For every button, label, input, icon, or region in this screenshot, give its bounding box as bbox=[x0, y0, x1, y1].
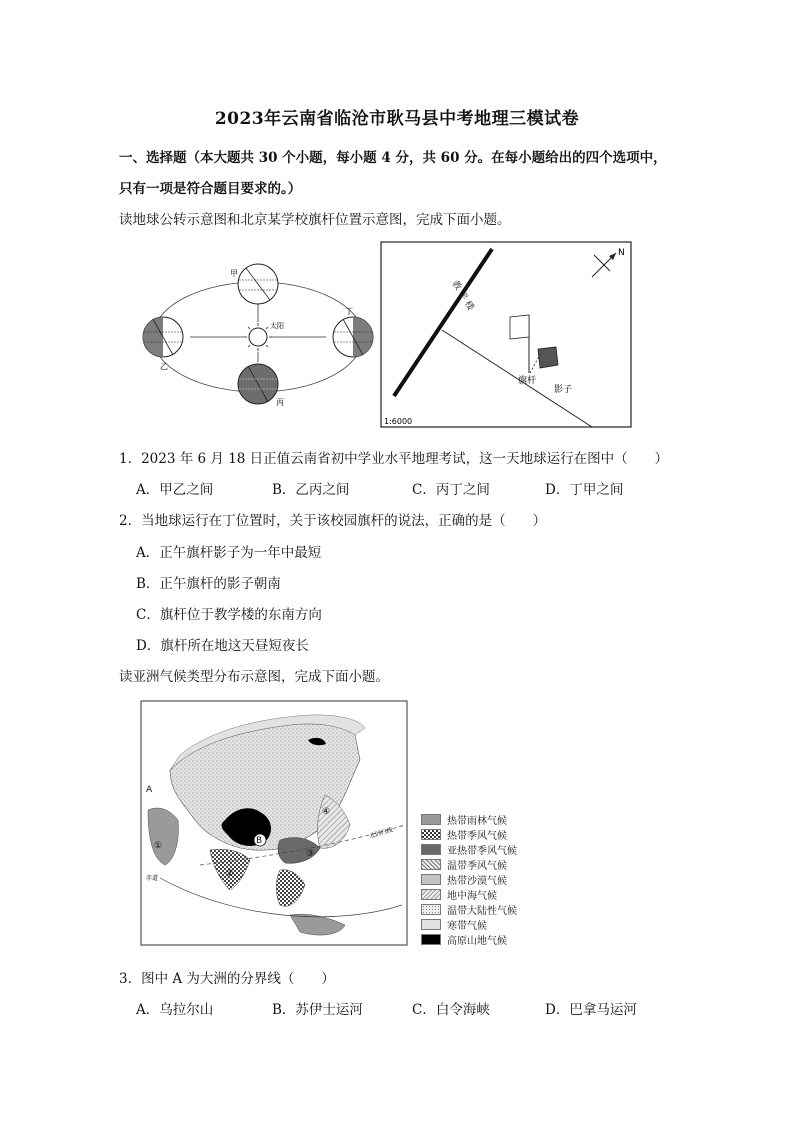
legend-label: 温带大陆性气候 bbox=[447, 905, 517, 917]
q2-option-d[interactable]: D．旗杆所在地这天昼短夜长 bbox=[136, 638, 309, 654]
legend-label: 温带季风气候 bbox=[447, 860, 507, 872]
marker-2: ② bbox=[226, 869, 235, 879]
question-3-stem: 3．图中 A 为大洲的分界线（ ） bbox=[119, 971, 335, 987]
building-label: 教 学 楼 bbox=[449, 279, 476, 313]
label-ding: 丁 bbox=[345, 307, 353, 316]
section-heading-line1: 一、选择题（本大题共 30 个小题，每小题 4 分，共 60 分。在每小题给出的四个选项中， bbox=[119, 150, 667, 166]
q2-option-b[interactable]: B．正午旗杆的影子朝南 bbox=[136, 576, 281, 592]
legend-swatch bbox=[421, 919, 441, 930]
legend-swatch bbox=[421, 859, 441, 870]
question-1-stem: 1．2023 年 6 月 18 日正值云南省初中学业水平地理考试，这一天地球运行在图中（ ） bbox=[119, 451, 669, 467]
q3-option-d[interactable]: D．巴拿马运河 bbox=[545, 1002, 637, 1018]
legend-swatch bbox=[421, 844, 441, 855]
legend-label: 地中海气候 bbox=[447, 890, 497, 902]
legend-item bbox=[421, 888, 497, 900]
legend-label: 高原山地气候 bbox=[447, 935, 507, 947]
q1-option-a[interactable]: A．甲乙之间 bbox=[136, 482, 214, 498]
legend-label: 热带沙漠气候 bbox=[447, 875, 507, 887]
legend-item bbox=[421, 813, 507, 825]
marker-3: ③ bbox=[306, 849, 315, 859]
q3-option-c[interactable]: C．白令海峡 bbox=[412, 1002, 490, 1018]
legend-item bbox=[421, 843, 517, 855]
legend-swatch bbox=[421, 904, 441, 915]
q2-option-a[interactable]: A．正午旗杆影子为一年中最短 bbox=[136, 545, 322, 561]
legend-label: 热带雨林气候 bbox=[447, 815, 507, 827]
q3-option-a[interactable]: A．乌拉尔山 bbox=[136, 1002, 214, 1018]
q3-option-b[interactable]: B．苏伊士运河 bbox=[272, 1002, 363, 1018]
q1-option-c[interactable]: C．丙丁之间 bbox=[412, 482, 490, 498]
shadow-label: 影子 bbox=[554, 385, 573, 395]
flagpole-map bbox=[380, 241, 632, 428]
page-title: 2023年云南省临沧市耿马县中考地理三模试卷 bbox=[214, 109, 580, 129]
legend-item bbox=[421, 828, 507, 840]
marker-1: ① bbox=[154, 841, 163, 851]
legend-item bbox=[421, 918, 487, 930]
legend-swatch bbox=[421, 829, 441, 840]
intro-text-1: 读地球公转示意图和北京某学校旗杆位置示意图，完成下面小题。 bbox=[119, 212, 511, 228]
legend-label: 寒带气候 bbox=[447, 920, 487, 932]
north-label: N bbox=[618, 248, 625, 258]
legend-item bbox=[421, 903, 517, 915]
map-legend bbox=[421, 813, 541, 947]
question-2-stem: 2．当地球运行在丁位置时，关于该校园旗杆的说法，正确的是（ ） bbox=[119, 513, 547, 529]
section-heading-line2: 只有一项是符合题目要求的。） bbox=[119, 181, 302, 197]
marker-a: A bbox=[146, 785, 153, 795]
legend-item bbox=[421, 873, 507, 885]
tropic-label: 北回归线 bbox=[368, 826, 394, 840]
legend-item bbox=[421, 858, 507, 870]
q1-option-d[interactable]: D．丁甲之间 bbox=[545, 482, 624, 498]
earth-revolution-diagram bbox=[138, 262, 378, 412]
intro-text-2: 读亚洲气候类型分布示意图，完成下面小题。 bbox=[119, 669, 389, 685]
label-yi: 乙 bbox=[160, 362, 168, 371]
label-sun: 太阳 bbox=[270, 322, 284, 330]
marker-b: B bbox=[256, 836, 263, 846]
asia-climate-map bbox=[140, 700, 408, 946]
marker-4: ④ bbox=[322, 807, 331, 817]
legend-item bbox=[421, 933, 507, 945]
legend-label: 亚热带季风气候 bbox=[447, 845, 517, 857]
q1-option-b[interactable]: B．乙丙之间 bbox=[272, 482, 350, 498]
legend-label: 热带季风气候 bbox=[447, 830, 507, 842]
label-bing: 丙 bbox=[276, 398, 284, 407]
legend-swatch bbox=[421, 934, 441, 945]
legend-swatch bbox=[421, 814, 441, 825]
scale-label: 1:6000 bbox=[384, 417, 413, 426]
flagpole-label: 旗杆 bbox=[518, 376, 537, 386]
q2-option-c[interactable]: C．旗杆位于教学楼的东南方向 bbox=[136, 607, 322, 623]
label-jia: 甲 bbox=[230, 269, 238, 278]
legend-swatch bbox=[421, 874, 441, 885]
sun-icon bbox=[244, 323, 272, 351]
equator-label: 赤道 bbox=[146, 875, 159, 882]
legend-swatch bbox=[421, 889, 441, 900]
